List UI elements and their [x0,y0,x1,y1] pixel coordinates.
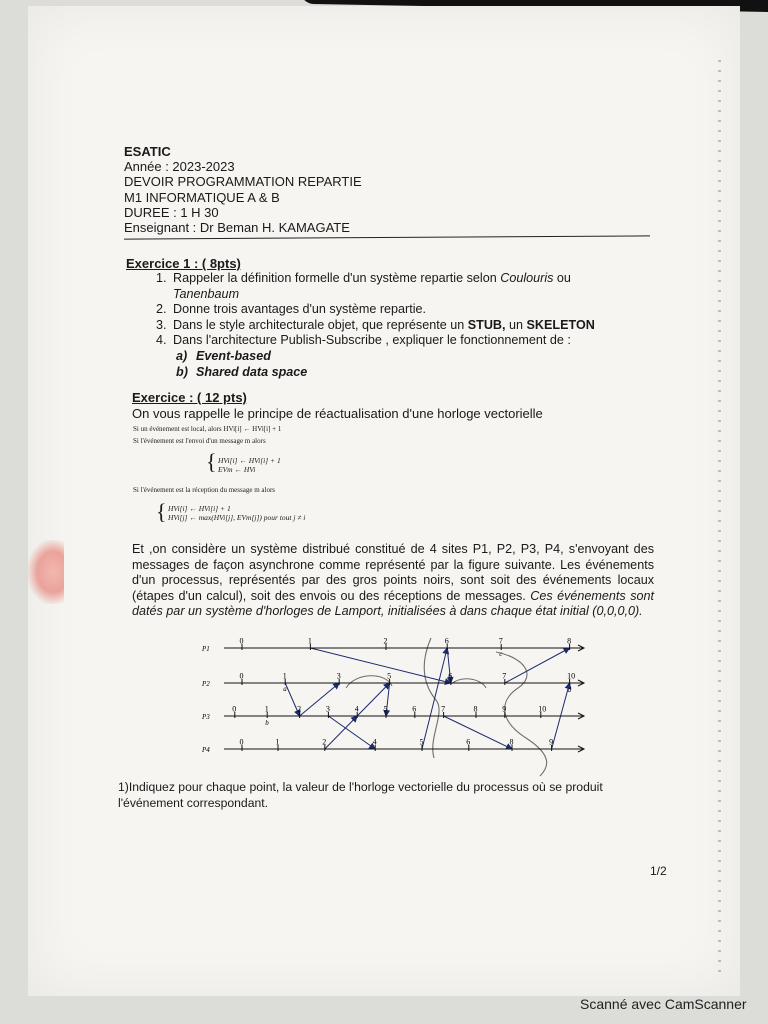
rule-receive: Si l'événement est la réception du message m alors [133,486,275,494]
event-label: 8 [473,704,478,714]
process-name-p3: P3 [202,713,210,721]
exercise-2-intro: On vous rappelle le principe de réactualisation d'une horloge vectorielle [132,406,543,421]
event-label: 3 [325,704,330,714]
page-number: 1/2 [650,864,667,878]
question-4-subitems [173,349,595,380]
event-label: 1 [282,671,287,681]
message-arrows [282,648,569,749]
event-label: 0 [239,636,244,646]
message-arrow [310,648,453,683]
subitem-b-letter: b) [176,364,188,379]
exercise-2-paragraph [132,542,654,620]
pencil-curve-1 [424,638,439,758]
question-4-text: Dans l'architecture Publish-Subscribe , expliquer le fonctionnement de : [173,333,571,348]
term-skeleton: SKELETON [526,317,595,332]
exercise-1-questions [126,271,595,380]
event-label: 9 [502,704,507,714]
event-label: 6 [448,671,453,681]
event-label: 7 [441,704,446,714]
question-3-mid: un [505,317,527,332]
message-arrow [444,716,512,749]
term-stub: STUB, [467,317,506,332]
paragraph-italic: Ces événements sont datés par un système d'horloges de Lamport, initialisées à dans chaque état initial (0,0,0,0). [132,588,655,618]
send-formula [218,456,281,474]
exam-header [124,144,362,235]
subitem-a-text: Event-based [196,348,271,363]
question-1-or: ou [553,271,571,285]
event-label: 5 [419,737,424,747]
event-label: 0 [239,671,244,681]
academic-year: Année : 2023-2023 [124,159,235,175]
process-name-p2: P2 [202,680,210,688]
event-label: 4 [354,704,359,714]
scanner-thumb [28,540,64,604]
event-label: 3 [336,671,341,681]
event-annotation-d: d [567,686,572,694]
page-margin-marks [718,60,721,980]
author-tanenbaum: Tanenbaum [173,286,240,301]
event-label: 1 [264,704,269,714]
message-arrow [505,648,570,683]
school-name: ESATIC [124,144,171,159]
event-label: 5 [383,704,388,714]
exam-title: DEVOIR PROGRAMMATION REPARTIE [124,174,362,190]
event-label: 6 [466,737,471,747]
subitem-a [173,349,595,365]
event-label: 8 [509,737,514,747]
camscanner-footer: Scanné avec CamScanner [580,996,747,1012]
event-label: 2 [322,737,327,747]
question-4 [170,333,595,380]
exercise-1 [126,256,595,380]
event-label: 4 [372,737,377,747]
question-1-text: Rappeler la définition formelle d'un système repartie selon [173,271,501,285]
event-label: 9 [549,737,554,747]
event-label: 5 [387,671,392,681]
question-3-text: Dans le style architecturale objet, que représente un [173,317,468,332]
send-formula-line-2: EVm ← HVi [218,465,256,474]
exercise-2-title: Exercice : ( 12 pts) [132,390,247,405]
exercise-2 [132,390,543,421]
subitem-b [173,365,595,381]
event-label: 6 [444,636,449,646]
rule-local: Si un événement est local, alors HVi[i] ← HVi[i] + 1 [133,425,282,433]
event-label: 0 [239,737,244,747]
event-label: 1 [275,737,280,747]
receive-formula-line-1: HVi[i] ← HVi[i] + 1 [168,504,231,513]
event-annotation-b: b [265,719,269,727]
receive-formula-line-2: HVi[j] ← max(HVi[j], EVm[j]) pour tout j ≠ i [168,513,306,522]
event-label: 2 [297,704,302,714]
event-label: 2 [383,636,388,646]
teacher-name: Enseignant : Dr Beman H. KAMAGATE [124,220,350,236]
question-2: 2. Donne trois avantages d'un système repartie. [170,302,595,318]
process-name-p4: P4 [202,746,210,754]
paragraph-plain: Et ,on considère un système distribué constitué de 4 sites P1, P2, P3, P4, s'envoyant des messages de façon asynchrone comme représenté par la figure suivante. Les événements d'un processus, représentés par des gros points noirs, sont soit des événements locaux (étapes d'un calcul), soit des envois ou des réceptions de messages. [132,542,654,603]
event-label: 1 [307,636,312,646]
handwritten-annotations [346,638,547,776]
event-label: 8 [567,636,572,646]
event-annotation-a: a [283,685,287,693]
message-arrow [300,683,340,716]
class-name: M1 INFORMATIQUE A & B [124,189,280,205]
subitem-b-text: Shared data space [196,364,308,379]
exercise-2-question-1: 1)Indiquez pour chaque point, la valeur de l'horloge vectorielle du processus où se produit l'événement correspondant. [118,780,603,810]
event-label: 10 [538,704,547,714]
exercise-1-title: Exercice 1 : ( 8pts) [126,256,241,271]
question-3 [170,318,595,334]
send-formula-line-1: HVi[i] ← HVi[i] + 1 [218,456,281,465]
rule-send: Si l'événement est l'envoi d'un message m alors [133,437,266,445]
subitem-a-letter: a) [176,348,188,363]
brace-receive: { [156,499,167,524]
brace-send: { [206,449,217,474]
question-1 [170,271,595,302]
event-label: 7 [502,671,507,681]
pencil-curve-3 [346,676,392,688]
event-label: 7 [498,636,503,646]
exam-duration: DUREE : 1 H 30 [124,204,219,220]
event-label: 0 [232,704,237,714]
event-label: 10 [567,671,576,681]
process-name-p1: P1 [202,645,210,653]
process-lines [224,644,584,752]
author-coulouris: Coulouris [500,271,554,285]
process-timeline-diagram [196,628,596,780]
event-label: 6 [412,704,417,714]
receive-formula [168,504,305,522]
event-annotation-c: c [499,650,503,658]
